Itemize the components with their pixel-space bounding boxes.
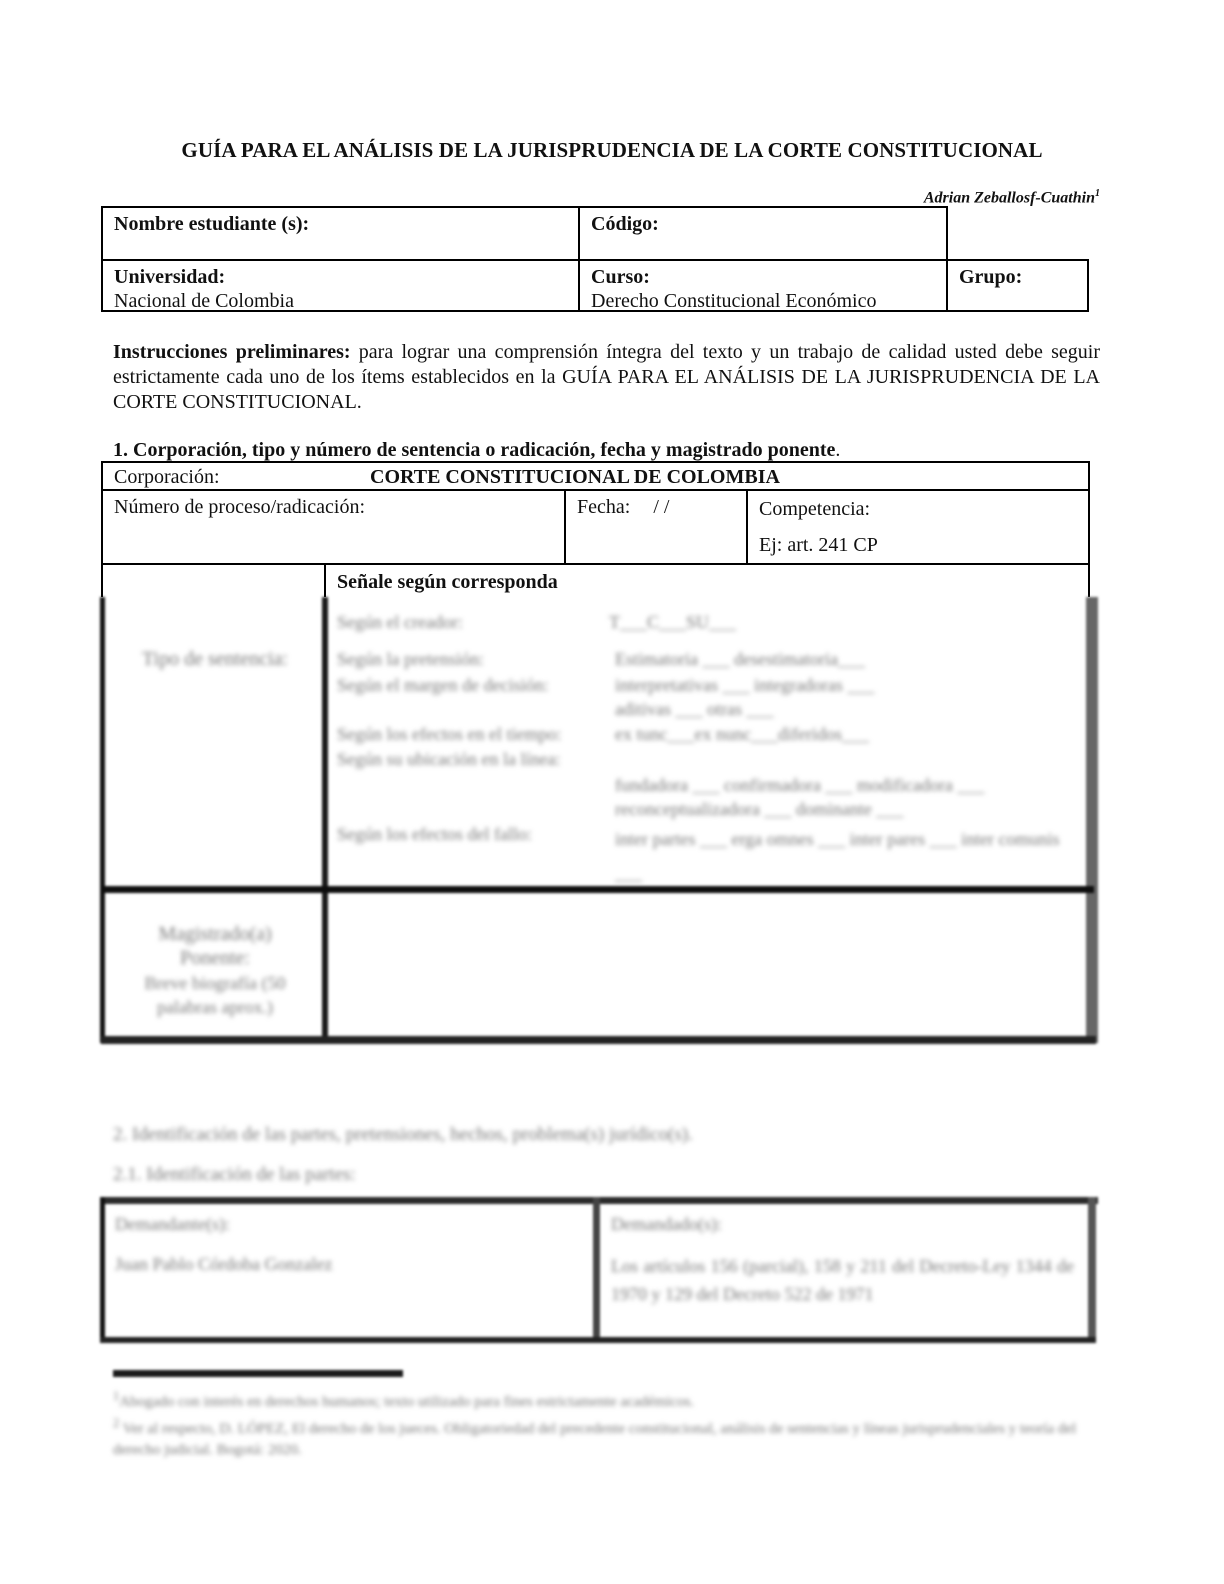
plaintiff-value[interactable]: Juan Pablo Córdoba Gonzalez (115, 1254, 333, 1274)
criterion-label: Según su ubicación en la línea: (337, 749, 561, 769)
section-2-1-heading: 2.1. Identificación de las partes: (113, 1164, 356, 1185)
criterion-options[interactable]: ex tunc___ex nunc___diferidos___ (615, 724, 869, 744)
footnote-1-text: Abogado con interés en derechos humanos; texto utilizado para fines estrictamente académicos. (119, 1394, 695, 1410)
magistrate-label: Magistrado(a) Ponente: (158, 923, 272, 969)
footnote-separator (113, 1370, 403, 1377)
university-label: Universidad: (114, 266, 226, 288)
criterion-label: Según el margen de decisión: (337, 675, 549, 695)
sentence-type-label: Tipo de sentencia: (142, 648, 288, 670)
footnote-mark: 1 (1095, 188, 1100, 199)
criterion-options[interactable]: inter partes ___ erga omnes ___ inter pares ___ inter comunis ___ (615, 829, 1060, 883)
course-label: Curso: (591, 266, 650, 288)
corporation-label: Corporación: (114, 466, 220, 488)
mark-header: Señale según corresponda (337, 571, 558, 593)
university-value: Nacional de Colombia (114, 290, 294, 312)
group-field[interactable]: Grupo: (959, 266, 1023, 288)
instructions-paragraph (113, 340, 1100, 415)
instructions-text: para lograr una comprensión íntegra del texto y un trabajo de calidad usted debe seguir estrictamente cada uno de los ítems establecidos en la GUÍA PARA EL ANÁLISIS DE LA JURISPRUDENCIA DE LA CORTE CONSTITUCIONAL. (113, 341, 1100, 413)
document-title: GUÍA PARA EL ANÁLISIS DE LA JURISPRUDENCIA DE LA CORTE CONSTITUCIONAL (181, 138, 1043, 162)
criterion-options[interactable]: T___C___SU___ (609, 612, 737, 632)
competence-label: Competencia: (759, 498, 871, 520)
university-cell (103, 261, 578, 317)
criterion-label: Según el creador: (337, 612, 463, 632)
code-field[interactable]: Código: (591, 213, 659, 235)
student-name-field[interactable]: Nombre estudiante (s): (114, 213, 310, 235)
criterion-options[interactable]: Estimatoria ___ desestimatoria___ (615, 649, 865, 669)
footnote-2-text: Ver al respecto, D. LÓPEZ, El derecho de los jueces. Obligatoriedad del precedente constitucional, análisis de sentencias y líneas jurisprudenciales y teoría del derecho judicial. Bogotá: 2020. (113, 1421, 1077, 1458)
footnote-2-mark: 2 (113, 1416, 120, 1430)
criterion-label: Según los efectos en el tiempo: (337, 724, 562, 744)
plaintiff-label: Demandante(s): (115, 1214, 230, 1234)
footnote-1-mark: 1 (113, 1389, 120, 1403)
footnote-2 (113, 1413, 1103, 1461)
corporation-value: CORTE CONSTITUCIONAL DE COLOMBIA (370, 466, 780, 488)
magistrate-bio-note: Breve biografía (50 palabras aprox.) (144, 973, 286, 1017)
date-field[interactable] (566, 491, 746, 523)
footnotes (113, 1386, 1103, 1461)
criterion-options[interactable]: interpretativas ___ integradoras ___ aditivas ___ otras ___ (615, 675, 875, 719)
course-cell (580, 261, 946, 317)
author-name (924, 188, 1100, 207)
defendant-value[interactable]: Los artículos 156 (parcial), 158 y 211 del Decreto-Ley 1344 de 1970 y 129 del Decreto 522 de 1971 (611, 1256, 1074, 1304)
defendant-label: Demandado(s): (611, 1214, 722, 1234)
magistrate-field[interactable] (330, 895, 1085, 1035)
criterion-options[interactable]: fundadora ___ confirmadora ___ modificadora ___ reconceptualizadora ___ dominante ___ (615, 775, 985, 819)
competence-cell (748, 491, 1088, 567)
author-text: Adrian Zeballosf-Cuathin (923, 189, 1095, 207)
section-2-heading: 2. Identificación de las partes, pretensiones, hechos, problema(s) jurídico(s). (113, 1124, 693, 1145)
criterion-label: Según la pretensión: (337, 649, 484, 669)
course-value: Derecho Constitucional Económico (591, 290, 877, 312)
date-value: / / (653, 496, 670, 518)
section-1-heading (113, 439, 840, 462)
section-1-heading-text: 1. Corporación, tipo y número de sentencia o radicación, fecha y magistrado ponente (113, 439, 836, 461)
competence-example: Ej: art. 241 CP (759, 534, 878, 556)
date-label: Fecha: (577, 496, 631, 518)
process-number-field[interactable]: Número de proceso/radicación: (114, 496, 366, 518)
heading-period: . (835, 439, 841, 461)
criterion-label: Según los efectos del fallo: (337, 824, 532, 844)
corporation-row (103, 463, 1088, 493)
instructions-label: Instrucciones preliminares: (113, 341, 351, 363)
footnote-1 (113, 1386, 1103, 1413)
